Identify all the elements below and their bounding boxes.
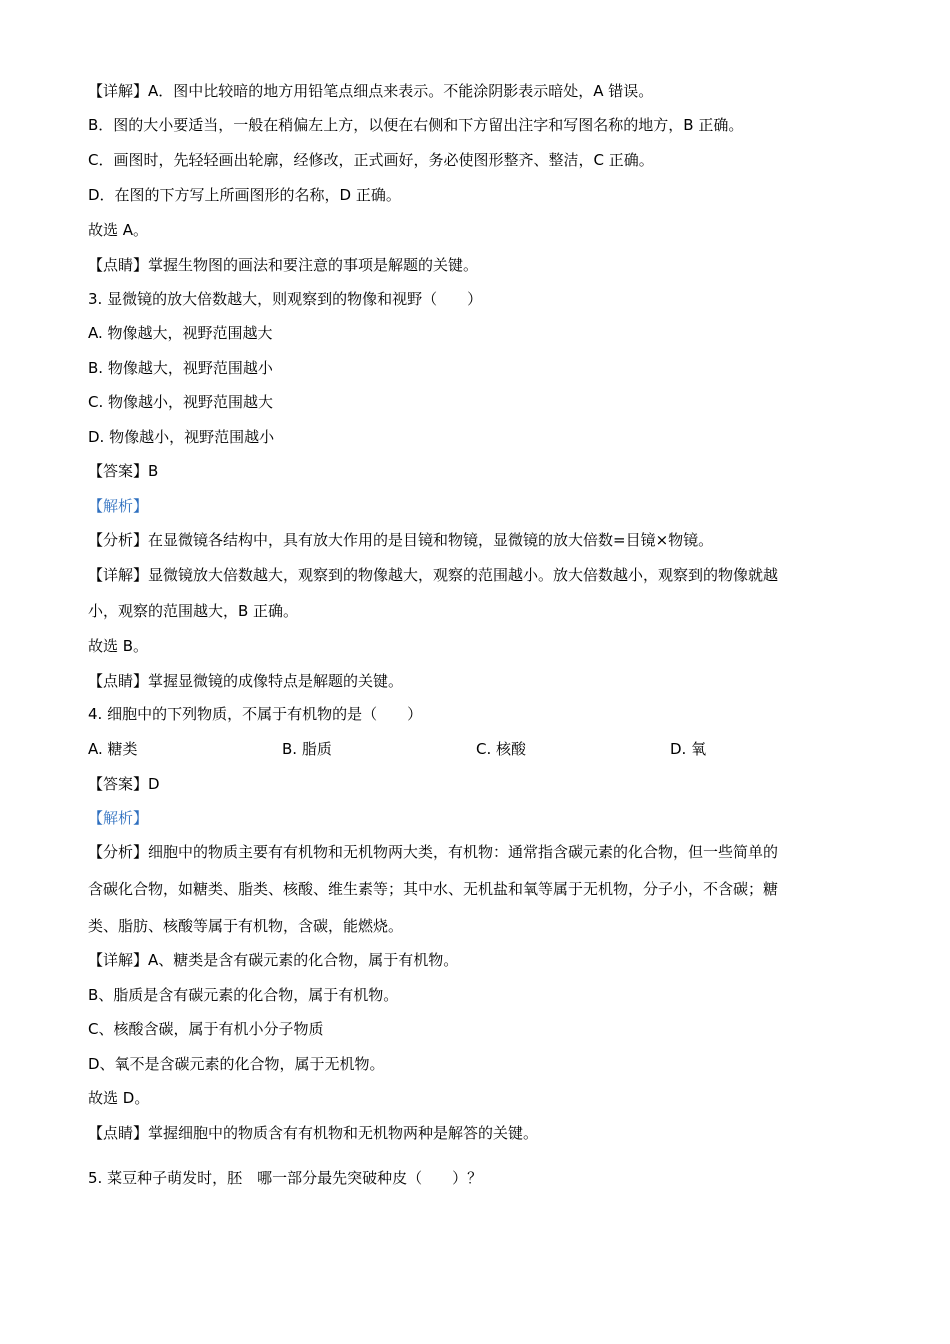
text-line: 【详解】A．图中比较暗的地方用铅笔点细点来表示。不能涂阴影表示暗处，A 错误。 <box>88 82 654 100</box>
question-4: 4. 细胞中的下列物质，不属于有机物的是（ ） <box>88 705 423 723</box>
text-line: B、脂质是含有碳元素的化合物，属于有机物。 <box>88 986 399 1004</box>
text-line: D、氧不是含碳元素的化合物，属于无机物。 <box>88 1055 385 1073</box>
option-b: B. 物像越大，视野范围越小 <box>88 359 273 377</box>
question-5: 5. 菜豆种子萌发时，胚 哪一部分最先突破种皮（ ）？ <box>88 1169 483 1187</box>
analysis-heading: 【解析】 <box>88 497 149 515</box>
q4-option-c: C. 核酸 <box>476 740 527 758</box>
text-line: 【分析】细胞中的物质主要有有机物和无机物两大类，有机物：通常指含碳元素的化合物，但一些简单的 <box>88 843 779 861</box>
text-line: 【点睛】掌握显微镜的成像特点是解题的关键。 <box>88 672 404 690</box>
text-line: 含碳化合物，如糖类、脂类、核酸、维生素等；其中水、无机盐和氧等属于无机物，分子小，不含碳；糖 <box>88 880 779 898</box>
question-3: 3. 显微镜的放大倍数越大，则观察到的物像和视野（ ） <box>88 290 483 308</box>
analysis-heading: 【解析】 <box>88 809 149 827</box>
q4-option-d: D. 氧 <box>670 740 707 758</box>
answer-label: 【答案】D <box>88 775 160 793</box>
text-line: 【点睛】掌握细胞中的物质含有有机物和无机物两种是解答的关键。 <box>88 1124 539 1142</box>
text-line: 【详解】A、糖类是含有碳元素的化合物，属于有机物。 <box>88 951 459 969</box>
option-a: A. 物像越大，视野范围越大 <box>88 324 273 342</box>
text-line: 【点睛】掌握生物图的画法和要注意的事项是解题的关键。 <box>88 256 479 274</box>
answer-label: 【答案】B <box>88 462 159 480</box>
text-line: 故选 A。 <box>88 221 149 239</box>
text-line: B．图的大小要适当，一般在稍偏左上方，以便在右侧和下方留出注字和写图名称的地方，B 正确。 <box>88 116 744 134</box>
text-line: 小，观察的范围越大，B 正确。 <box>88 602 299 620</box>
option-d: D. 物像越小，视野范围越小 <box>88 428 275 446</box>
text-line: D．在图的下方写上所画图形的名称，D 正确。 <box>88 186 401 204</box>
option-c: C. 物像越小，视野范围越大 <box>88 393 274 411</box>
text-line: 【详解】显微镜放大倍数越大，观察到的物像越大，观察的范围越小。放大倍数越小，观察到的物像就越 <box>88 566 779 584</box>
q4-option-b: B. 脂质 <box>282 740 332 758</box>
text-line: C、核酸含碳，属于有机小分子物质 <box>88 1020 324 1038</box>
text-line: 【分析】在显微镜各结构中，具有放大作用的是目镜和物镜，显微镜的放大倍数=目镜×物镜。 <box>88 531 714 549</box>
text-line: 类、脂肪、核酸等属于有机物，含碳，能燃烧。 <box>88 917 404 935</box>
text-line: 故选 D。 <box>88 1089 150 1107</box>
text-line: 故选 B。 <box>88 637 149 655</box>
text-line: C．画图时，先轻轻画出轮廓，经修改，正式画好，务必使图形整齐、整洁，C 正确。 <box>88 151 654 169</box>
q4-option-a: A. 糖类 <box>88 740 138 758</box>
